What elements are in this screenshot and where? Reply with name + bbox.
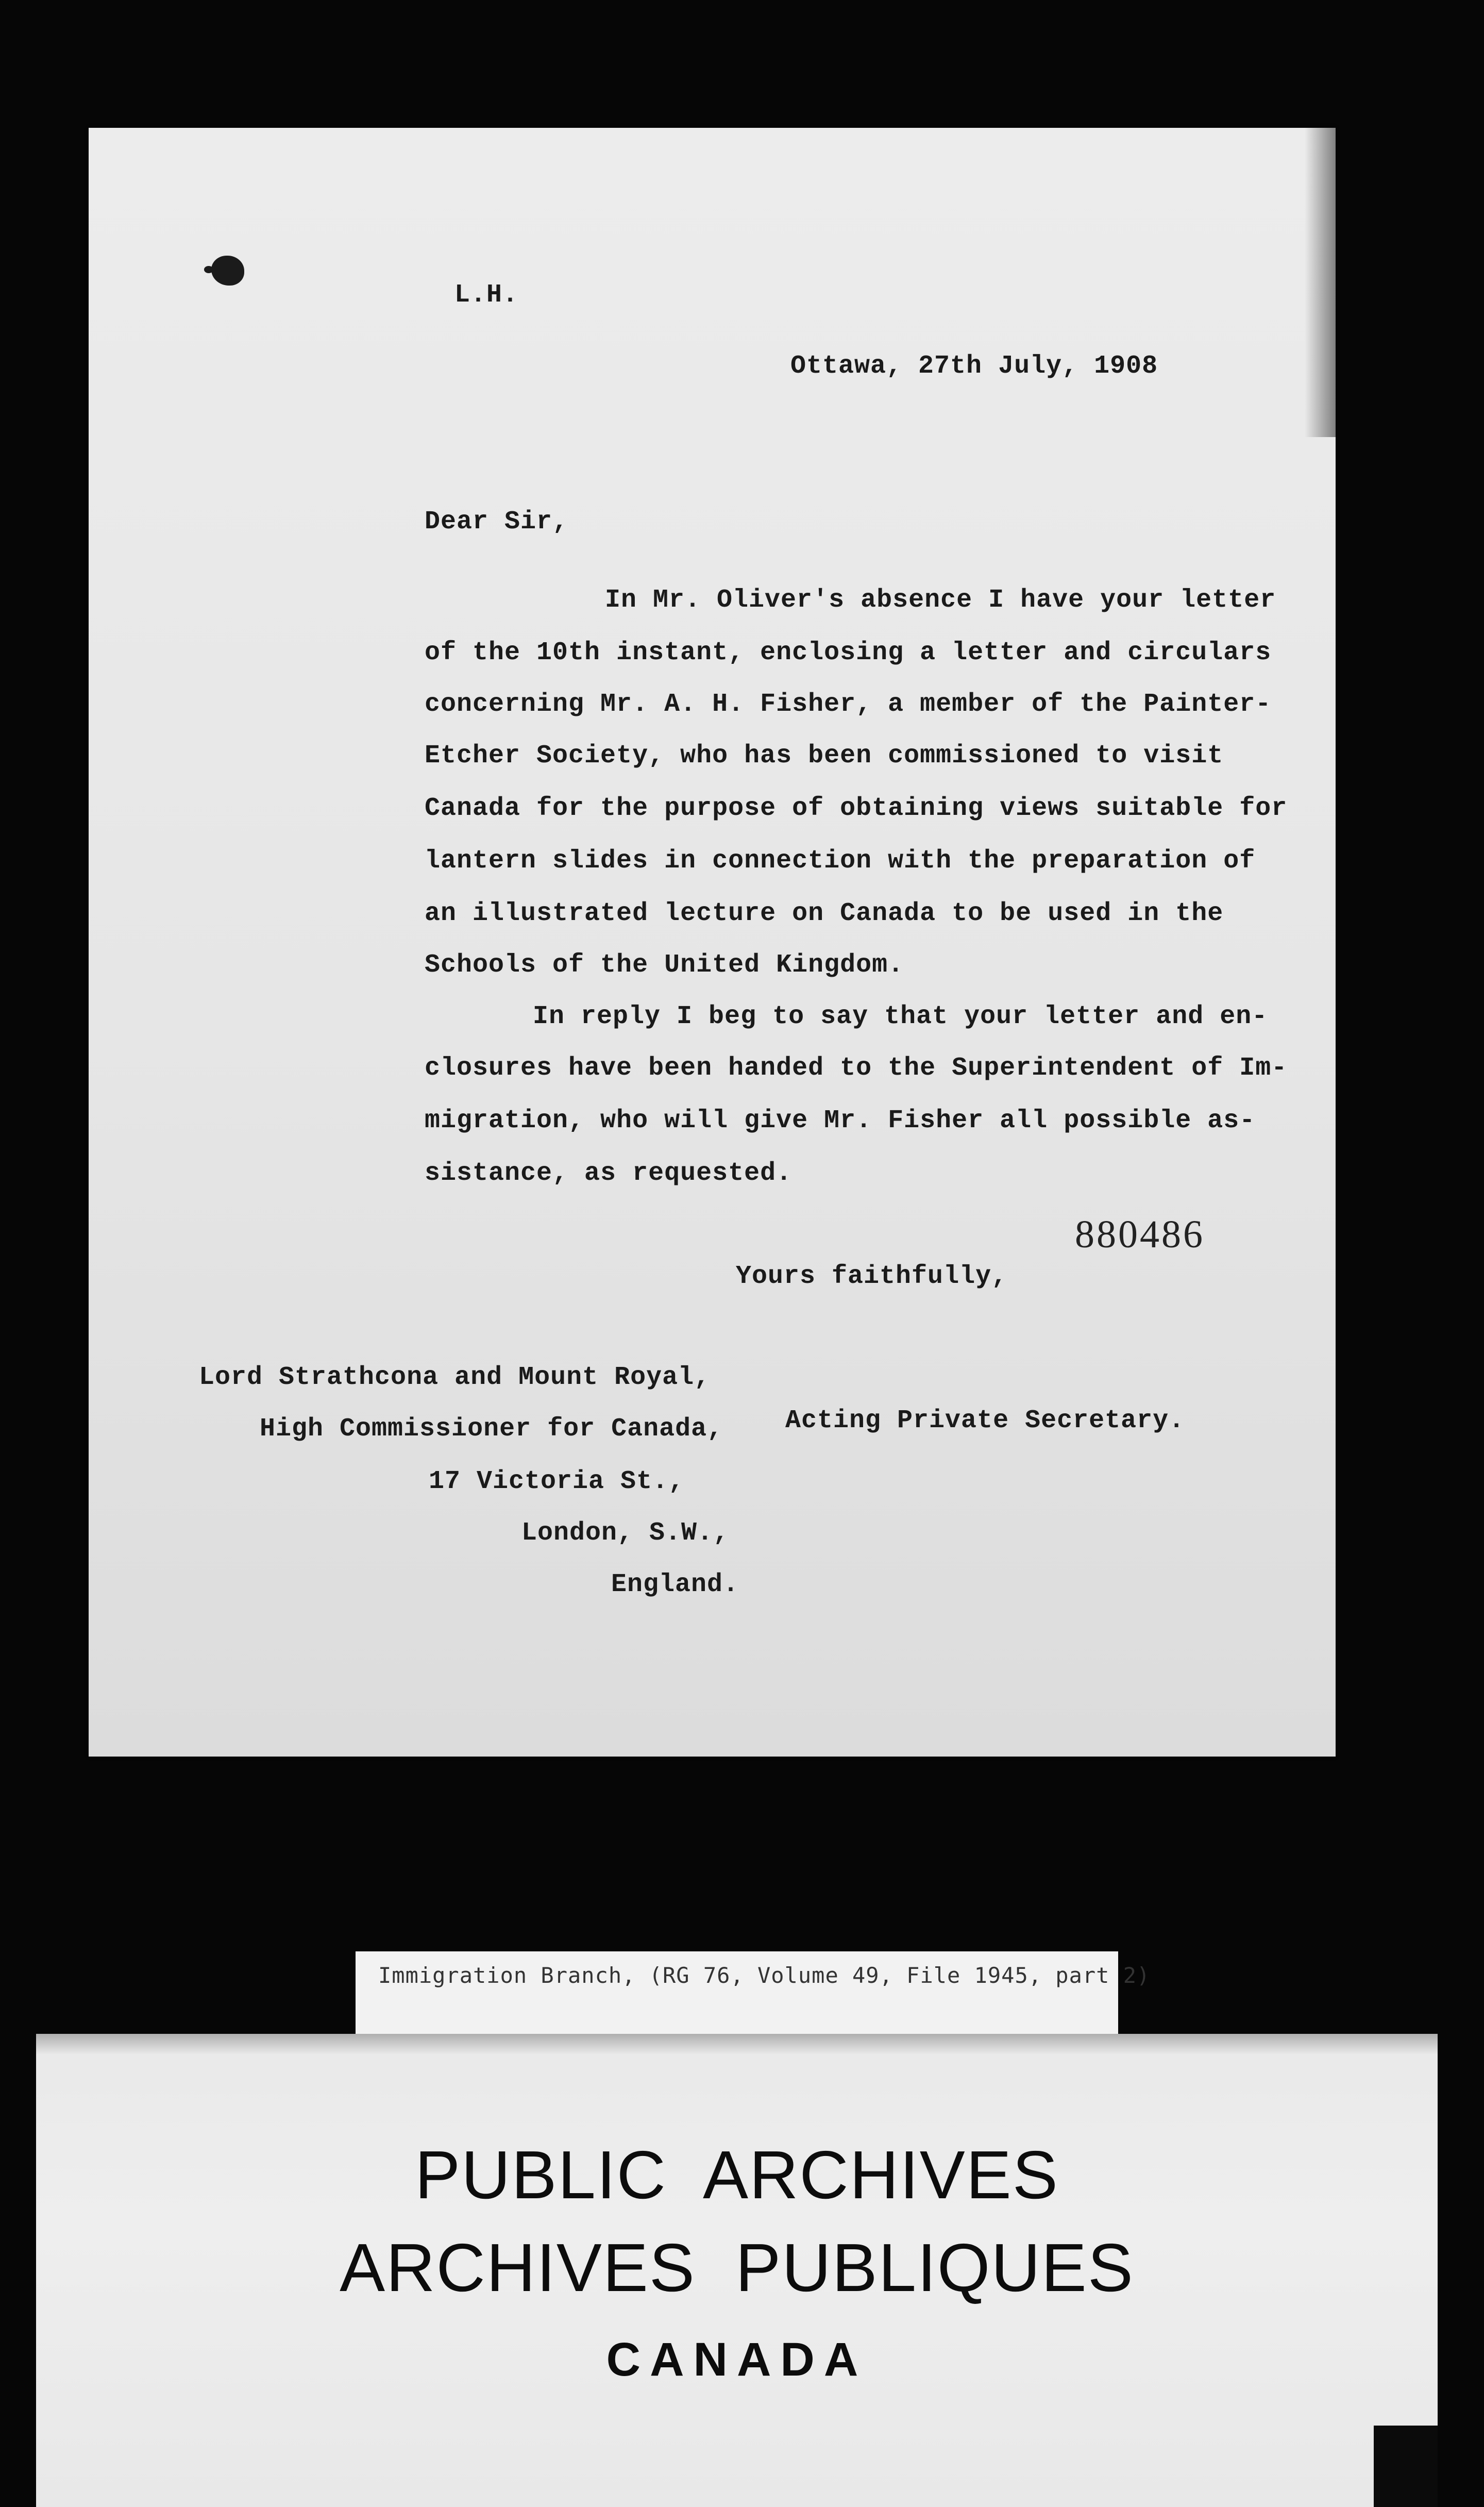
letter-body-line: sistance, as requested. bbox=[425, 1159, 792, 1188]
letter-page bbox=[89, 128, 1336, 1757]
archive-label-card bbox=[36, 2034, 1438, 2507]
letter-body-line: Etcher Society, who has been commissioned to visit bbox=[425, 741, 1224, 771]
signature-title: Acting Private Secretary. bbox=[785, 1406, 1185, 1435]
letter-initials: L.H. bbox=[454, 280, 519, 310]
letter-body-line: Schools of the United Kingdom. bbox=[425, 950, 904, 980]
ink-blot-mark bbox=[211, 256, 244, 286]
archive-label-country: CANADA bbox=[606, 2333, 868, 2386]
letter-body-line: closures have been handed to the Superintendent of Im- bbox=[425, 1054, 1288, 1083]
letter-body-line: migration, who will give Mr. Fisher all possible as- bbox=[425, 1106, 1256, 1135]
archive-reference-text: Immigration Branch, (RG 76, Volume 49, File 1945, part 2) bbox=[378, 1963, 1151, 1988]
label-top-shadow bbox=[36, 2034, 1438, 2054]
address-line: London, S.W., bbox=[521, 1518, 730, 1548]
letter-closing: Yours faithfully, bbox=[736, 1262, 1008, 1291]
letter-date: Ottawa, 27th July, 1908 bbox=[790, 352, 1158, 381]
letter-salutation: Dear Sir, bbox=[425, 507, 569, 537]
letter-body-line: Canada for the purpose of obtaining views suitable for bbox=[425, 794, 1288, 823]
letter-body-line: In reply I beg to say that your letter and en- bbox=[533, 1002, 1268, 1031]
letter-body-line: concerning Mr. A. H. Fisher, a member of the Painter- bbox=[425, 690, 1272, 719]
address-line: Lord Strathcona and Mount Royal, bbox=[199, 1363, 711, 1392]
letter-body-line: an illustrated lecture on Canada to be used in the bbox=[425, 899, 1224, 928]
letter-body-line: In Mr. Oliver's absence I have your letter bbox=[605, 586, 1276, 615]
archive-label-line-english: PUBLIC ARCHIVES bbox=[415, 2137, 1059, 2213]
archive-label-line-french: ARCHIVES PUBLIQUES bbox=[340, 2230, 1134, 2305]
address-line: 17 Victoria St., bbox=[429, 1467, 685, 1496]
letter-body-line: lantern slides in connection with the preparation of bbox=[425, 846, 1256, 876]
label-corner-tab bbox=[1374, 2426, 1438, 2507]
page-edge-shadow bbox=[1305, 128, 1336, 437]
file-number-stamp: 880486 bbox=[1075, 1213, 1205, 1256]
address-line: England. bbox=[611, 1570, 739, 1599]
address-line: High Commissioner for Canada, bbox=[260, 1414, 723, 1444]
letter-body-line: of the 10th instant, enclosing a letter and circulars bbox=[425, 638, 1272, 667]
